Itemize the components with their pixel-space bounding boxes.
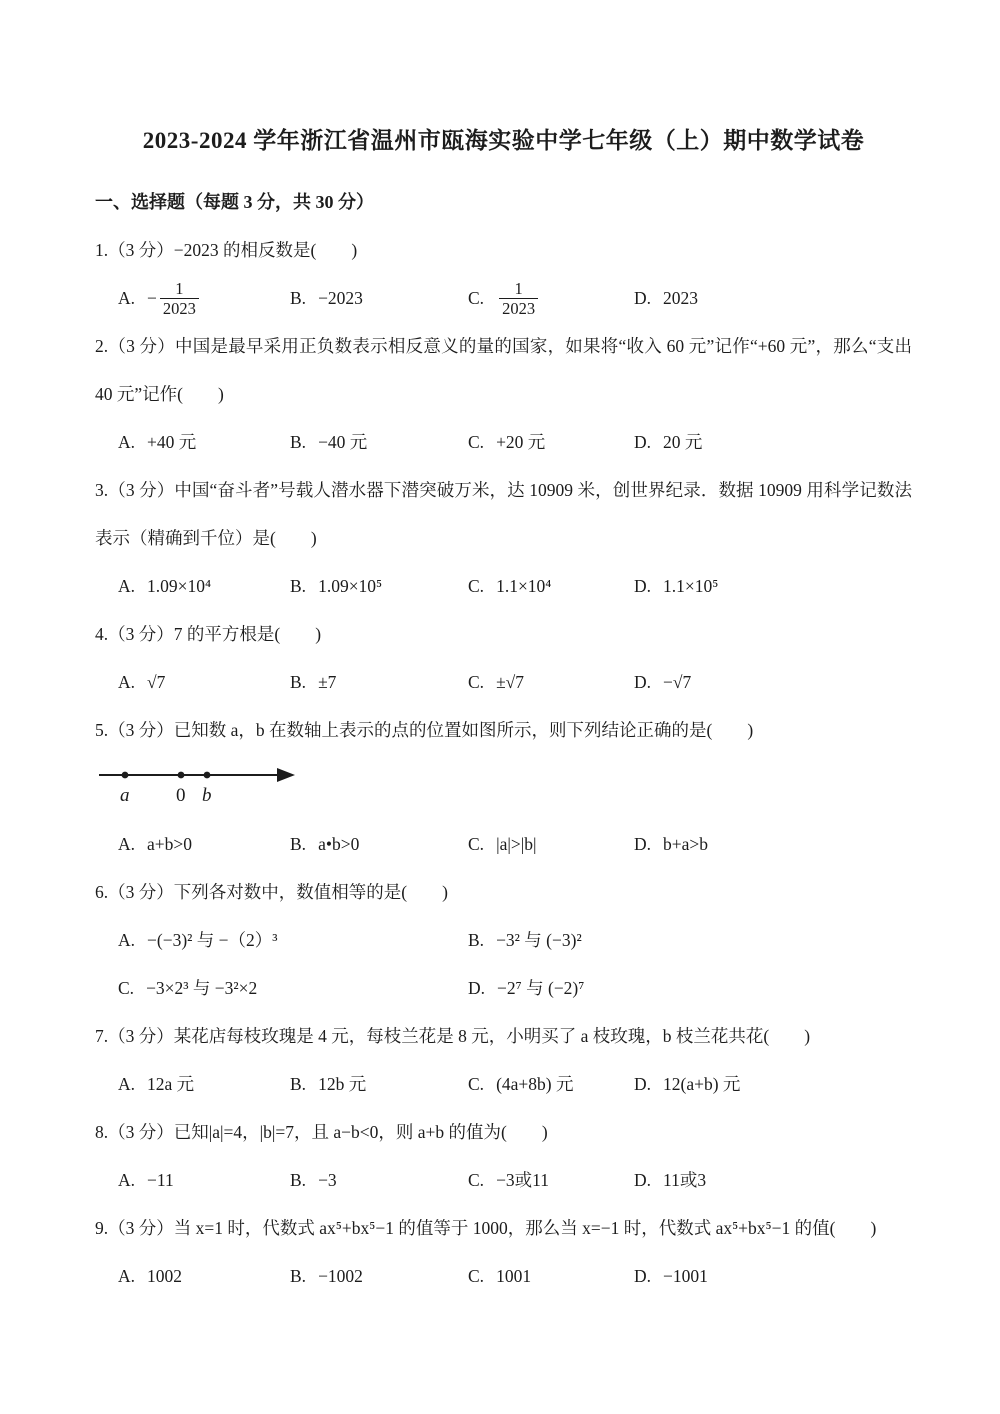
question-1 [95,226,912,322]
question-4-stem: 4.（3 分）7 的平方根是( ) [95,624,322,644]
q4-option-d [634,658,912,706]
q7-option-c [468,1060,634,1108]
q7-option-d [634,1060,912,1108]
option-text: −2023 [318,288,363,308]
option-text: 2023 [663,288,699,308]
question-2-stem: 2.（3 分）中国是最早采用正负数表示相反意义的量的国家，如果将“收入 60 元”记作“+60 元”，那么“支出 40 元”记作( ) [95,336,912,404]
option-label: C. [468,288,485,308]
option-label: B. [290,1266,307,1286]
option-text: 1.09×10⁵ [318,576,383,596]
option-label: D. [634,834,652,854]
option-label: B. [290,576,307,596]
numberline-point-a [122,772,129,779]
numberline-arrowhead [277,768,295,782]
q7-option-b [290,1060,468,1108]
q7-option-a [118,1060,290,1108]
q8-option-d [634,1156,912,1204]
q5-option-b [290,820,468,868]
option-label: B. [290,1170,307,1190]
q6-option-b [468,916,912,964]
option-sign: − [147,288,157,308]
option-label: C. [468,1266,485,1286]
fraction-numerator: 1 [160,279,199,299]
option-label: A. [118,288,136,308]
q8-option-c [468,1156,634,1204]
q2-option-b [290,418,468,466]
option-text: a•b>0 [318,834,360,854]
option-label: C. [468,1074,485,1094]
option-label: D. [634,672,652,692]
q6-option-c [118,964,468,1012]
option-label: D. [634,576,652,596]
question-5 [95,706,912,868]
q8-option-b [290,1156,468,1204]
option-text: −2⁷ 与 (−2)⁷ [497,978,585,998]
option-label: C. [468,1170,485,1190]
option-text: 1.09×10⁴ [147,576,212,596]
question-1-options [95,274,912,322]
q9-option-b [290,1252,468,1300]
q9-option-a [118,1252,290,1300]
option-text: −1001 [663,1266,708,1286]
question-8-options [95,1156,912,1204]
option-label: A. [118,834,136,854]
option-text: |a|>|b| [496,834,537,854]
question-2-options [95,418,912,466]
numberline-point-0 [178,772,185,779]
option-text: (4a+8b) 元 [496,1074,574,1094]
option-label: B. [290,432,307,452]
fraction-numerator: 1 [499,279,538,299]
numberline-figure [95,758,912,820]
option-text: ±7 [318,672,337,692]
question-6-stem: 6.（3 分）下列各对数中，数值相等的是( ) [95,882,448,902]
option-text: b+a>b [663,834,709,854]
question-7-stem: 7.（3 分）某花店每枝玫瑰是 4 元，每枝兰花是 8 元，小明买了 a 枝玫瑰，b 枝兰花共花( ) [95,1026,811,1046]
option-label: C. [468,576,485,596]
option-text: 1002 [147,1266,183,1286]
q5-option-d [634,820,912,868]
option-text: 1001 [496,1266,532,1286]
option-text: 12b 元 [318,1074,367,1094]
option-text: +40 元 [147,432,197,452]
option-label: C. [468,672,485,692]
fraction [160,279,199,318]
numberline-label-a: a [120,785,130,806]
numberline-diagram [97,758,297,810]
option-label: A. [118,930,136,950]
q2-option-c [468,418,634,466]
q1-option-b [290,274,468,322]
option-text: −1002 [318,1266,363,1286]
question-8-stem: 8.（3 分）已知|a|=4，|b|=7，且 a−b<0，则 a+b 的值为( ) [95,1122,548,1142]
q9-option-d [634,1252,912,1300]
q3-option-c [468,562,634,610]
q3-option-d [634,562,912,610]
option-label: C. [118,978,135,998]
question-4-options [95,658,912,706]
option-label: D. [468,978,486,998]
option-label: B. [290,672,307,692]
option-text: −11 [147,1170,174,1190]
option-label: B. [290,288,307,308]
question-8 [95,1108,912,1204]
q4-option-a [118,658,290,706]
option-text: 12a 元 [147,1074,195,1094]
option-label: D. [634,1266,652,1286]
option-text: +20 元 [496,432,546,452]
numberline-label-b: b [202,785,212,806]
question-1-stem: 1.（3 分）−2023 的相反数是( ) [95,240,358,260]
option-text: 20 元 [663,432,703,452]
option-text: 12(a+b) 元 [663,1074,741,1094]
option-label: B. [290,834,307,854]
option-text: −3² 与 (−3)² [496,930,582,950]
option-label: A. [118,1170,136,1190]
option-text: −(−3)² 与 −（2）³ [147,930,278,950]
question-5-options [95,820,912,868]
section-heading: 一、选择题（每题 3 分，共 30 分） [95,192,374,212]
numberline-label-0: 0 [176,785,186,806]
q3-option-b [290,562,468,610]
option-label: A. [118,1074,136,1094]
q5-option-a [118,820,290,868]
option-label: A. [118,1266,136,1286]
option-text: 1.1×10⁴ [496,576,552,596]
question-7 [95,1012,912,1108]
option-label: A. [118,576,136,596]
question-2 [95,322,912,466]
q1-option-c [468,274,634,322]
q5-option-c [468,820,634,868]
q6-option-a [118,916,468,964]
option-label: A. [118,672,136,692]
question-6-options-row2 [95,964,912,1012]
option-label: A. [118,432,136,452]
question-6-options-row1 [95,916,912,964]
fraction-denominator: 2023 [162,298,196,318]
q4-option-b [290,658,468,706]
question-6 [95,868,912,1012]
q2-option-a [118,418,290,466]
fraction [499,279,538,318]
question-9-stem: 9.（3 分）当 x=1 时，代数式 ax⁵+bx⁵−1 的值等于 1000，那么当 x=−1 时，代数式 ax⁵+bx⁵−1 的值( ) [95,1218,877,1238]
option-text: −√7 [663,672,692,692]
q3-option-a [118,562,290,610]
option-label: B. [290,1074,307,1094]
option-label: C. [468,834,485,854]
option-text: ±√7 [496,672,525,692]
q9-option-c [468,1252,634,1300]
page-title: 2023-2024 学年浙江省温州市瓯海实验中学七年级（上）期中数学试卷 [142,128,865,153]
question-7-options [95,1060,912,1108]
option-label: D. [634,288,652,308]
option-text: −3 [318,1170,337,1190]
q6-option-d [468,964,912,1012]
numberline-point-b [204,772,211,779]
question-5-stem: 5.（3 分）已知数 a，b 在数轴上表示的点的位置如图所示，则下列结论正确的是( ) [95,720,754,740]
option-text: √7 [147,672,166,692]
option-text: −3或11 [496,1170,550,1190]
option-label: D. [634,1074,652,1094]
option-text: a+b>0 [147,834,193,854]
option-text: −40 元 [318,432,368,452]
question-9-options [95,1252,912,1300]
q2-option-d [634,418,912,466]
question-4 [95,610,912,706]
option-label: D. [634,1170,652,1190]
option-label: B. [468,930,485,950]
option-label: D. [634,432,652,452]
question-3-options [95,562,912,610]
fraction-denominator: 2023 [502,298,536,318]
question-3-stem: 3.（3 分）中国“奋斗者”号载人潜水器下潜突破万米，达 10909 米，创世界纪录．数据 10909 用科学记数法表示（精确到千位）是( ) [95,480,912,548]
option-text: −3×2³ 与 −3²×2 [146,978,258,998]
option-text: 11或3 [663,1170,707,1190]
q1-option-a [118,274,290,322]
question-3 [95,466,912,610]
q4-option-c [468,658,634,706]
option-label: C. [468,432,485,452]
question-9 [95,1204,912,1300]
q8-option-a [118,1156,290,1204]
option-text: 1.1×10⁵ [663,576,719,596]
q1-option-d [634,274,912,322]
